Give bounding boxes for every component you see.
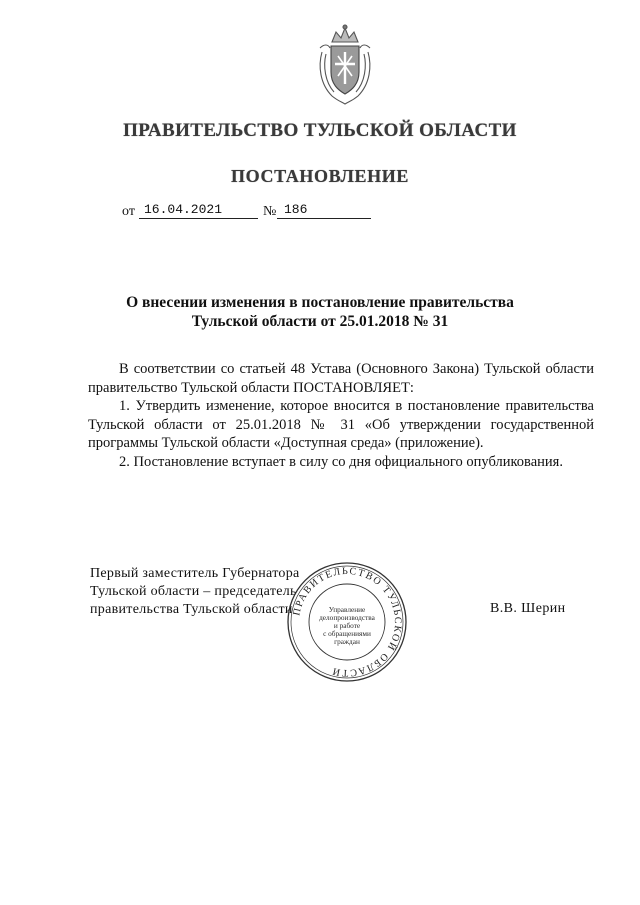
number-underline [277, 218, 371, 219]
coat-of-arms-emblem [312, 22, 378, 106]
subject-line-2: Тульской области от 25.01.2018 № 31 [191, 313, 449, 330]
stamp-center-text [315, 606, 379, 646]
stamp-center-line: делопроизводства [319, 613, 375, 622]
date-underline [139, 218, 258, 219]
position-line-2: Тульской области – председатель [90, 584, 297, 599]
registration-line [122, 201, 382, 221]
date-prefix: от [122, 204, 135, 219]
position-line-1: Первый заместитель Губернатора [90, 566, 300, 581]
document-type: ПОСТАНОВЛЕНИЕ [231, 166, 409, 186]
official-stamp [285, 560, 409, 684]
stamp-center-line: с обращениями [323, 629, 371, 638]
document-subject [0, 293, 640, 331]
government-title: ПРАВИТЕЛЬСТВО ТУЛЬСКОЙ ОБЛАСТИ [123, 120, 517, 141]
document-date: 16.04.2021 [144, 202, 223, 217]
stamp-ring-text: ПРАВИТЕЛЬСТВО ТУЛЬСКОЙ ОБЛАСТИ [291, 565, 404, 679]
preamble-paragraph: В соответствии со статьей 48 Устава (Основного Закона) Тульской области правительство Тульской области ПОСТАНОВЛЯЕТ: [88, 361, 594, 396]
stamp-center-line: граждан [334, 637, 360, 646]
document-number: 186 [284, 202, 308, 217]
signer-name: В.В. Шерин [490, 601, 566, 616]
subject-line-1: О внесении изменения в постановление правительства [126, 294, 514, 311]
position-line-3: правительства Тульской области [90, 602, 293, 617]
number-prefix: № [263, 204, 277, 219]
item-2-paragraph: 2. Постановление вступает в силу со дня официального опубликования. [119, 453, 563, 470]
stamp-center-line: и работе [333, 621, 361, 630]
document-body [88, 360, 594, 471]
item-1-paragraph: 1. Утвердить изменение, которое вносится в постановление правительства Тульской области от 25.01.2018 № 31 «Об утверждении государственной программы Тульской области «Доступная среда» (приложение). [88, 398, 594, 451]
stamp-center-line: Управление [328, 605, 366, 614]
